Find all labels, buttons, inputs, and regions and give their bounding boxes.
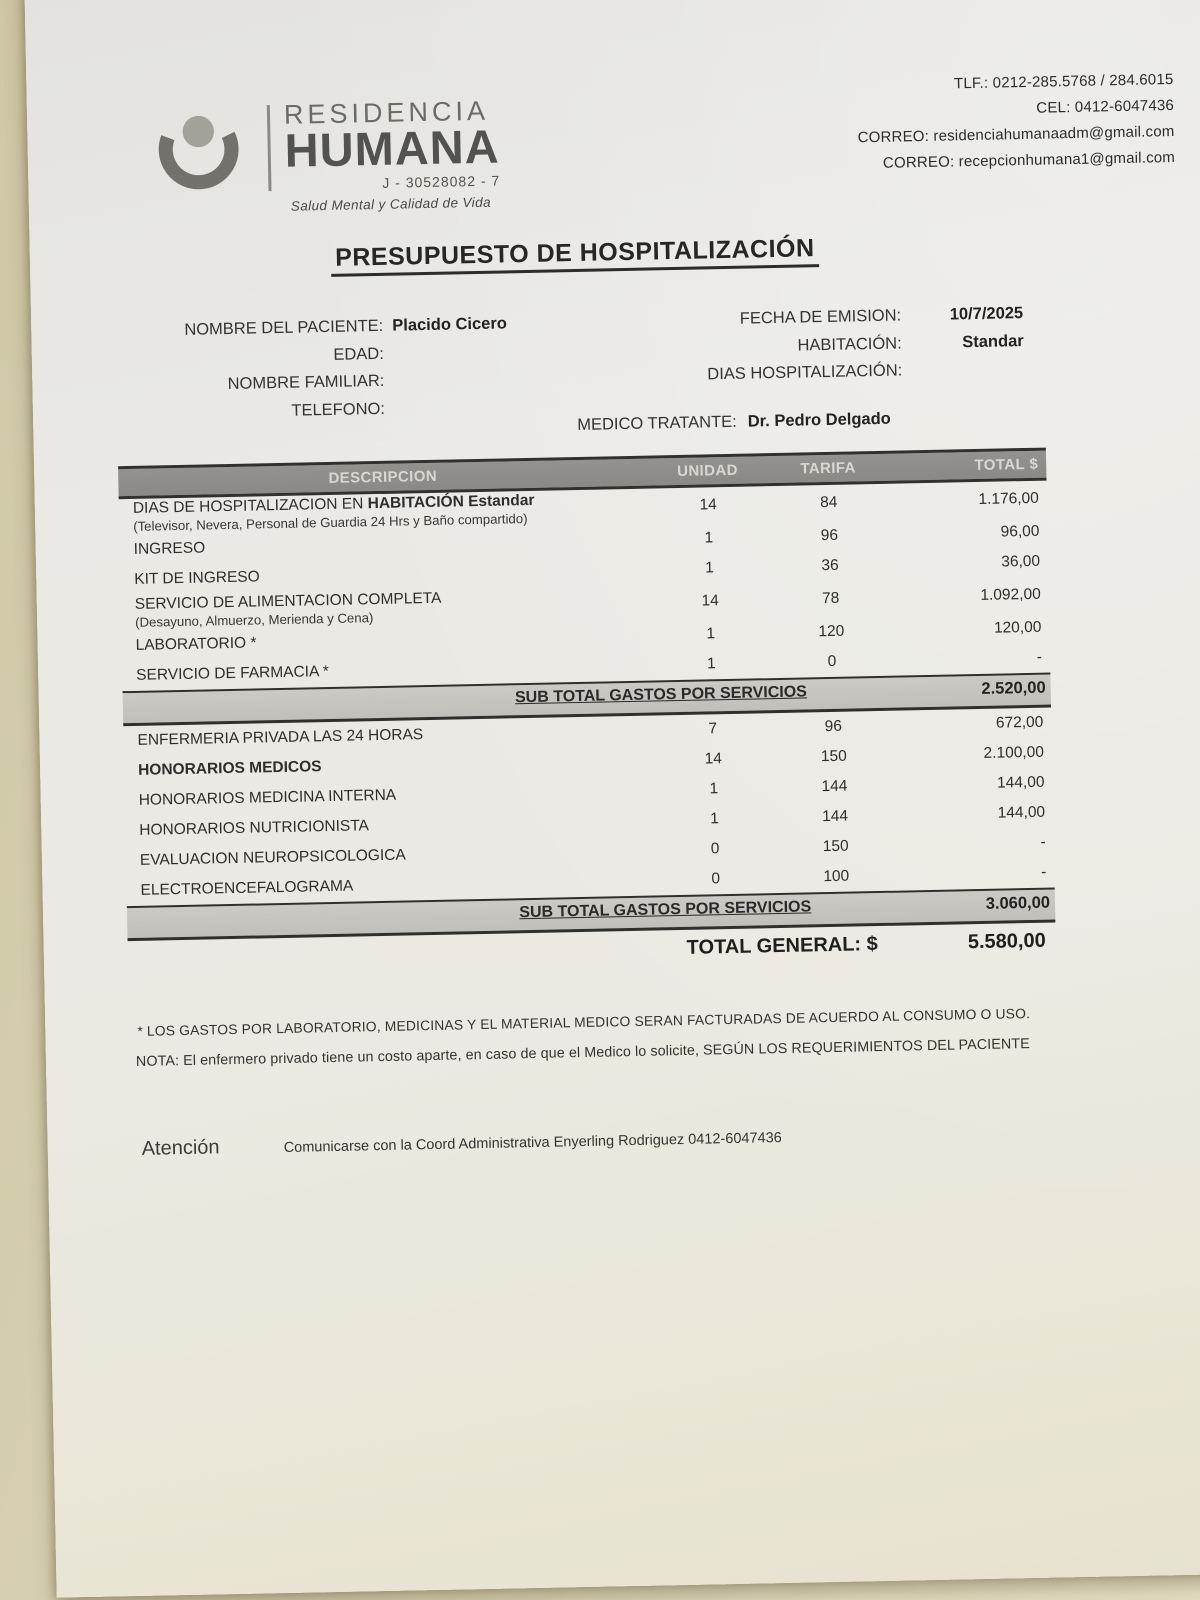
- row-tarifa: 144: [821, 777, 848, 796]
- row-description: [125, 782, 654, 811]
- treating-doctor-label: MEDICO TRATANTE:: [577, 412, 737, 434]
- brand-name-top: RESIDENCIA: [283, 95, 490, 130]
- row-tarifa: 150: [820, 747, 847, 766]
- footnote-nurse: NOTA: El enfermero privado tiene un costo aparte, en caso de que el Medico lo solicite, SEGÚN LOS REQUERIMIENTOS DEL PACIENTE: [135, 1036, 1030, 1070]
- row-unidad: 0: [710, 840, 720, 858]
- document-page: [24, 0, 1200, 1598]
- row-total: -: [1040, 833, 1046, 851]
- row-total: -: [1040, 863, 1047, 881]
- row-desc-text: SERVICIO DE ALIMENTACION COMPLETA: [134, 589, 442, 613]
- row-unidad: 14: [704, 750, 723, 768]
- row-unidad: 14: [701, 592, 719, 610]
- row-unidad: 1: [704, 529, 714, 547]
- hospitalization-days-label: DIAS HOSPITALIZACIÓN:: [707, 361, 903, 384]
- row-description: [123, 722, 652, 751]
- column-header-total: TOTAL $: [974, 455, 1039, 475]
- row-tarifa: 144: [821, 807, 849, 826]
- row-total: -: [1036, 648, 1043, 666]
- row-total: 144,00: [996, 773, 1045, 792]
- brand-logo: [139, 95, 501, 214]
- row-desc-text: LABORATORIO *: [135, 634, 257, 654]
- patient-name-label: NOMBRE DEL PACIENTE:: [184, 317, 384, 340]
- row-description: [120, 531, 649, 560]
- row-unidad: 1: [704, 559, 714, 577]
- footnote-laboratory: * LOS GASTOS POR LABORATORIO, MEDICINAS Y EL MATERIAL MEDICO SERAN FACTURADAS DE ACUERDO AL CONSUMO O USO.: [137, 1006, 1031, 1039]
- logo-divider: [267, 105, 272, 191]
- row-total: 96,00: [1000, 522, 1040, 541]
- row-desc-text: HONORARIOS MEDICINA INTERNA: [138, 786, 397, 809]
- row-tarifa: 0: [827, 652, 837, 671]
- contact-email-1: CORREO: residenciahumanaadm@gmail.com: [857, 122, 1175, 147]
- patient-phone-label: TELEFONO:: [291, 399, 386, 420]
- grand-total-amount: 5.580,00: [967, 929, 1046, 954]
- person-smile-logo-icon: [139, 101, 259, 197]
- patient-info-left: [137, 310, 509, 427]
- subtotal-label: SUB TOTAL GASTOS POR SERVICIOS: [519, 898, 812, 922]
- row-desc-bold-text: HABITACIÓN Estandar: [367, 491, 535, 513]
- row-tarifa: 100: [823, 867, 850, 886]
- row-total: 1.092,00: [980, 585, 1041, 604]
- hospitalization-days-value: [902, 369, 1024, 371]
- row-tarifa: 84: [819, 493, 838, 512]
- attention-text: Comunicarse con la Coord Administrativa Enyerling Rodriguez 0412-6047436: [283, 1130, 782, 1157]
- emission-date-label: FECHA DE EMISION:: [739, 306, 902, 328]
- column-header-descripcion: DESCRIPCION: [328, 467, 438, 487]
- patient-family-label: NOMBRE FAMILIAR:: [227, 372, 385, 394]
- row-desc-text: HONORARIOS NUTRICIONISTA: [139, 817, 370, 839]
- row-tarifa: 96: [820, 526, 839, 545]
- document-header: [139, 70, 1176, 214]
- brand-rif: J - 30528082 - 7: [382, 172, 501, 191]
- subtotal-amount: 3.060,00: [985, 893, 1051, 913]
- row-total: 1.176,00: [978, 489, 1039, 508]
- row-tarifa: 150: [822, 837, 849, 856]
- budget-table: [118, 448, 1056, 972]
- row-tarifa: 96: [824, 717, 843, 736]
- row-desc-text: DIAS DE HOSPITALIZACION EN: [132, 495, 368, 517]
- row-unidad: 7: [708, 720, 718, 738]
- row-total: 2.100,00: [983, 743, 1045, 762]
- row-description: [126, 842, 655, 871]
- row-desc-text: SERVICIO DE FARMACIA *: [136, 663, 330, 684]
- row-description: [121, 627, 650, 656]
- emission-date-value: 10/7/2025: [949, 304, 1024, 324]
- row-unidad: 1: [706, 625, 716, 643]
- row-unidad: 14: [699, 496, 717, 514]
- brand-tagline: Salud Mental y Calidad de Vida: [290, 194, 492, 214]
- patient-info-right: [631, 300, 1025, 390]
- row-tarifa: 78: [821, 589, 840, 608]
- contact-info: [856, 67, 1175, 183]
- column-header-unidad: UNIDAD: [676, 461, 739, 480]
- row-tarifa: 120: [818, 622, 845, 641]
- subtotal-amount: 2.520,00: [981, 678, 1046, 698]
- attention-row: [142, 1125, 782, 1161]
- grand-total-label: TOTAL GENERAL: $: [686, 933, 878, 959]
- row-tarifa: 36: [821, 556, 839, 575]
- row-unidad: 1: [706, 655, 716, 673]
- row-total: 36,00: [1001, 552, 1041, 571]
- brand-text: [284, 97, 501, 193]
- subtotal-label: SUB TOTAL GASTOS POR SERVICIOS: [514, 683, 808, 707]
- row-description: [120, 561, 649, 590]
- row-desc-text: INGRESO: [133, 539, 206, 558]
- document-title-text: PRESUPUESTO DE HOSPITALIZACIÓN: [331, 234, 819, 277]
- row-desc-text: EVALUACION NEUROPSICOLOGICA: [139, 846, 406, 869]
- row-total: 672,00: [995, 713, 1044, 732]
- document-title: [30, 228, 1120, 279]
- row-desc-note: (Televisor, Nevera, Personal de Guardia 24 Hrs y Baño compartido): [133, 511, 528, 534]
- patient-age-label: EDAD:: [333, 344, 384, 364]
- row-desc-text: ENFERMERIA PRIVADA LAS 24 HORAS: [137, 726, 424, 749]
- row-unidad: 1: [709, 810, 719, 828]
- row-total: 120,00: [993, 618, 1042, 637]
- row-description: [124, 752, 653, 781]
- brand-name-main: HUMANA: [284, 119, 501, 178]
- attention-label: Atención: [141, 1136, 220, 1160]
- row-description: [126, 872, 655, 901]
- treating-doctor-row: [577, 410, 891, 435]
- column-header-tarifa: TARIFA: [800, 459, 856, 478]
- room-label: HABITACIÓN:: [797, 334, 902, 355]
- contact-phone: TLF.: 0212-285.5768 / 284.6015: [953, 70, 1174, 93]
- row-desc-text: KIT DE INGRESO: [134, 568, 260, 588]
- row-unidad: 0: [711, 870, 721, 888]
- row-unidad: 1: [709, 780, 719, 798]
- contact-email-2: CORREO: recepcionhumana1@gmail.com: [882, 148, 1176, 172]
- row-total: 144,00: [997, 803, 1046, 822]
- treating-doctor-value: Dr. Pedro Delgado: [747, 409, 891, 431]
- row-desc-text: ELECTROENCEFALOGRAMA: [140, 877, 354, 899]
- patient-name-value: Placido Cicero: [392, 314, 508, 335]
- room-value: Standar: [962, 331, 1024, 351]
- row-description: [122, 657, 651, 686]
- row-desc-note: (Desayuno, Almuerzo, Merienda y Cena): [135, 610, 374, 630]
- contact-cell: CEL: 0412-6047436: [1036, 96, 1175, 117]
- row-desc-text: HONORARIOS MEDICOS: [137, 758, 322, 779]
- row-description: [125, 812, 654, 841]
